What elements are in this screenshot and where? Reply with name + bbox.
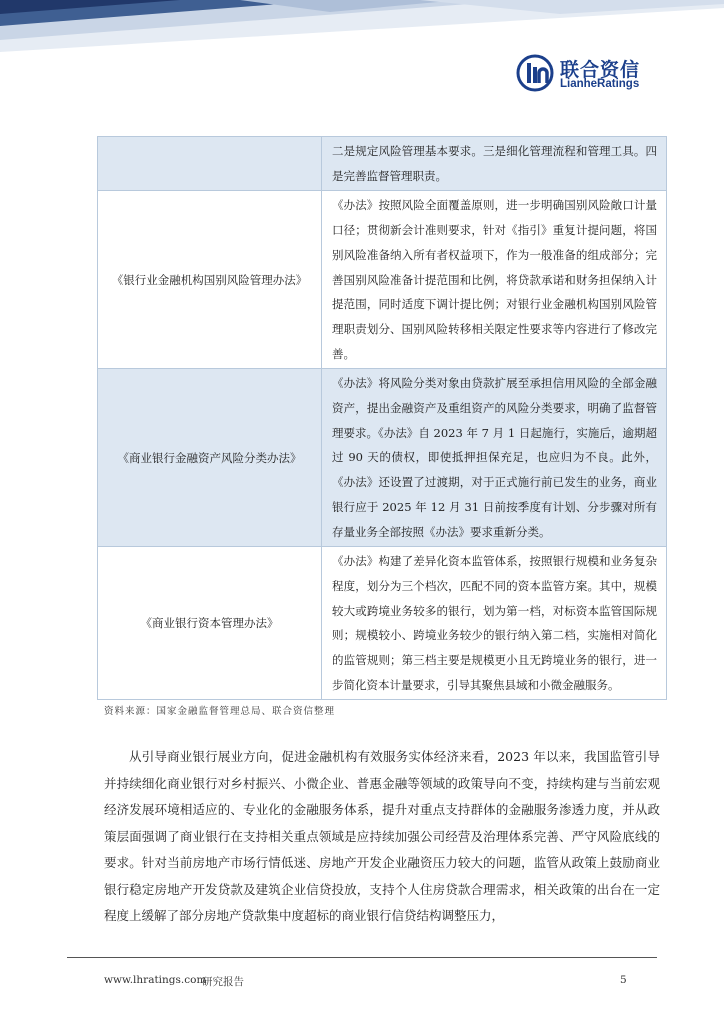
policy-table xyxy=(97,136,667,700)
footer-doc-type: 研究报告 xyxy=(202,976,244,988)
policy-name-cell: 《银行业金融机构国别风险管理办法》 xyxy=(98,191,322,369)
policy-name-cell: 《商业银行金融资产风险分类办法》 xyxy=(98,369,322,547)
policy-description-cell: 《办法》将风险分类对象由贷款扩展至承担信用风险的全部金融资产，提出金融资产及重组资产的风险分类要求，明确了监督管理要求。《办法》自 2023 年 7 月 1 日起施行，实施后，逾期超过 90 天的债权，即使抵押担保充足，也应归为不良。此外，《办法》还设置了过渡期，对于正式施行前已发生的业务，商业银行应于 2025 年 12 月 31 日前按季度有计划、分步骤对所有存量业务全部按照《办法》要求重新分类。 xyxy=(322,369,667,547)
policy-description-cell: 二是规定风险管理基本要求。三是细化管理流程和管理工具。四是完善监督管理职责。 xyxy=(322,137,667,191)
table-row xyxy=(98,137,667,191)
body-paragraph: 从引导商业银行展业方向，促进金融机构有效服务实体经济来看，2023 年以来，我国监管引导并持续细化商业银行对乡村振兴、小微企业、普惠金融等领域的政策导向不变，持续构建与当前宏观经济发展环境相适应的、专业化的金融服务体系，提升对重点支持群体的金融服务渗透力度，并从政策层面强调了商业银行在支持相关重点领域是应持续加强公司经营及治理体系完善、严守风险底线的要求。针对当前房地产市场行情低迷、房地产开发企业融资压力较大的问题，监管从政策上鼓励商业银行稳定房地产开发贷款及建筑企业信贷投放，支持个人住房贷款合理需求，相关政策的出台在一定程度上缓解了部分房地产贷款集中度超标的商业银行信贷结构调整压力， xyxy=(104,749,660,923)
policy-name-cell xyxy=(98,137,322,191)
lianhe-logo-icon xyxy=(516,54,554,92)
policy-description-cell: 《办法》按照风险全面覆盖原则，进一步明确国别风险敞口计量口径；贯彻新会计准则要求，针对《指引》重复计提问题，将国别风险准备纳入所有者权益项下，作为一般准备的组成部分；完善国别风险准备计提范围和比例，将贷款承诺和财务担保纳入计提范围，同时适度下调计提比例；对银行业金融机构国别风险管理职责划分、国别风险转移相关限定性要求等内容进行了修改完善。 xyxy=(322,191,667,369)
policy-description-cell: 《办法》构建了差异化资本监管体系，按照银行规模和业务复杂程度，划分为三个档次，匹配不同的资本监管方案。其中，规模较大或跨境业务较多的银行，划为第一档，对标资本监管国际规则；规模较小、跨境业务较少的银行纳入第二档，实施相对简化的监管规则；第三档主要是规模更小且无跨境业务的银行，进一步简化资本计量要求，引导其聚焦县域和小微金融服务。 xyxy=(322,547,667,700)
brand-name-cn: 联合资信 xyxy=(560,59,641,81)
brand-logo xyxy=(516,54,646,94)
source-note: 资料来源：国家金融监督管理总局、联合资信整理 xyxy=(104,706,336,717)
page-number: 5 xyxy=(620,974,627,986)
footer-website-link[interactable]: www.lhratings.com xyxy=(104,974,207,986)
policy-name-cell: 《商业银行资本管理办法》 xyxy=(98,547,322,700)
table-row xyxy=(98,547,667,700)
brand-name-en: LianheRatings xyxy=(560,78,640,90)
table-row xyxy=(98,191,667,369)
table-row xyxy=(98,369,667,547)
footer-divider xyxy=(67,957,657,958)
